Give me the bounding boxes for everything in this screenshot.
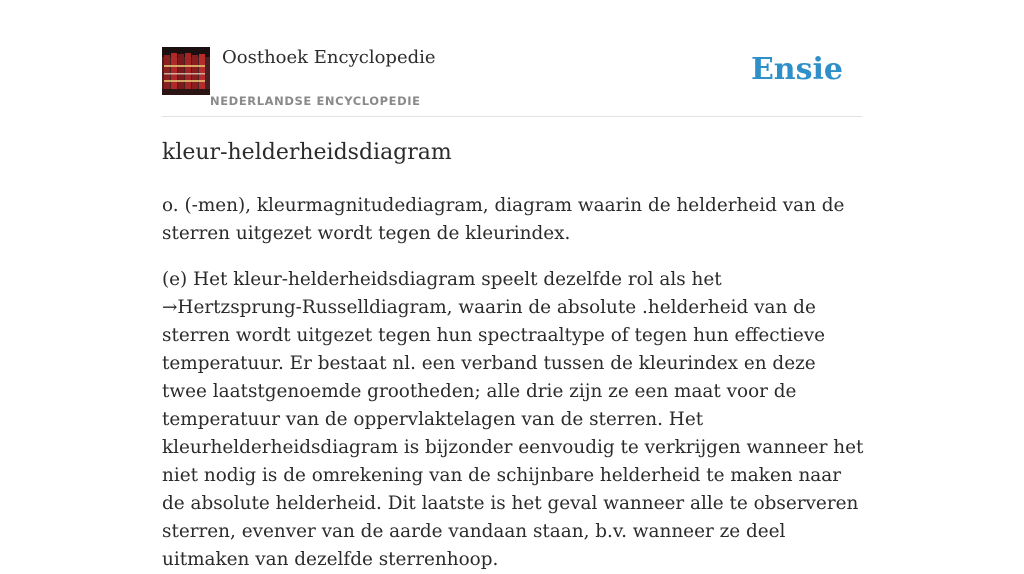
books-icon bbox=[162, 47, 210, 95]
article-paragraph-explanation: (e) Het kleur-helderheidsdiagram speelt dezelfde rol als het →Hertzsprung-Russelldiagram, waarin de absolute .helderheid van de sterren wordt uitgezet tegen hun spectraaltype of tegen hun effectieve temperatuur. Er bestaat nl. een verband tussen de kleurindex en deze twee laatstgenoemde grootheden; alle drie zijn ze een maat voor de temperatuur van de oppervlaktelagen van de sterren. Het kleurhelderheidsdiagram is bijzonder eenvoudig te verkrijgen wanneer het niet nodig is de omrekening van de schijnbare helderheid te maken naar de absolute helderheid. Dit laatste is het geval wanneer alle te observeren sterren, evenver van de aarde vandaan staan, b.v. wanneer ze deel uitmaken van dezelfde sterrenhoop. bbox=[162, 269, 864, 570]
site-header bbox=[162, 46, 862, 117]
encyclopedia-books-avatar[interactable] bbox=[162, 47, 210, 95]
ensie-logo-link[interactable]: Ensie bbox=[750, 52, 843, 87]
article-paragraph-definition: o. (-men), kleurmagnitudediagram, diagram waarin de helderheid van de sterren uitgezet wordt tegen de kleurindex. bbox=[162, 195, 845, 244]
site-subtitle: NEDERLANDSE ENCYCLOPEDIE bbox=[210, 94, 421, 108]
article-title: kleur-helderheidsdiagram bbox=[162, 140, 452, 165]
site-title[interactable]: Oosthoek Encyclopedie bbox=[222, 47, 436, 68]
